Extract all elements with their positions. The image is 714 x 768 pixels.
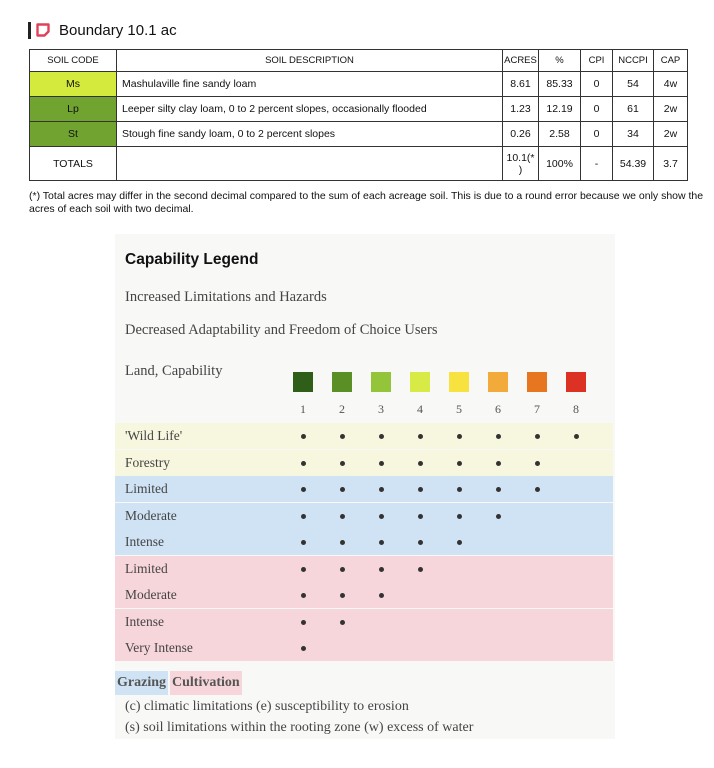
capability-dot — [301, 434, 306, 439]
capability-dot — [301, 514, 306, 519]
capability-dot — [301, 646, 306, 651]
capability-dot — [418, 514, 423, 519]
totals-nccpi: 54.39 — [613, 147, 654, 181]
header-soil-code: SOIL CODE — [30, 50, 117, 72]
capability-class-number: 8 — [573, 402, 579, 416]
capability-dot — [301, 567, 306, 572]
capability-class-number: 4 — [417, 402, 423, 416]
acres-cell: 0.26 — [503, 122, 539, 147]
land-use-label: Intense — [125, 613, 164, 629]
legend-line-land-capability: Land, Capability — [125, 363, 223, 379]
totals-row — [30, 147, 688, 181]
capability-dot — [379, 487, 384, 492]
land-use-label: Moderate — [125, 507, 177, 523]
land-use-row-wildlife — [115, 423, 613, 449]
capability-dot — [418, 487, 423, 492]
capability-dot — [457, 461, 462, 466]
header-acres: ACRES — [503, 50, 539, 72]
nccpi-cell: 61 — [613, 97, 654, 122]
table-header-row — [30, 50, 688, 72]
capability-swatch-5 — [449, 372, 469, 392]
cap-cell: 4w — [654, 72, 688, 97]
totals-acres-line2: ) — [518, 163, 523, 176]
capability-dot — [379, 514, 384, 519]
totals-acres — [503, 147, 539, 181]
land-use-row-forestry — [115, 450, 613, 476]
capability-swatch-7 — [527, 372, 547, 392]
capability-dot — [340, 487, 345, 492]
capability-dot — [496, 487, 501, 492]
totals-cap: 3.7 — [654, 147, 688, 181]
cpi-cell: 0 — [581, 122, 613, 147]
capability-swatch-2 — [332, 372, 352, 392]
table-row — [30, 72, 688, 97]
soil-table — [29, 49, 688, 181]
category-cultivation: Cultivation — [170, 671, 242, 695]
capability-dot — [379, 461, 384, 466]
capability-dot — [379, 567, 384, 572]
land-use-row-cultivation — [115, 582, 613, 608]
percent-cell: 2.58 — [539, 122, 581, 147]
capability-dot — [340, 620, 345, 625]
capability-class-number: 5 — [456, 402, 462, 416]
legend-line-adaptability: Decreased Adaptability and Freedom of Choice Users — [125, 322, 438, 338]
land-use-label: Moderate — [125, 587, 177, 602]
capability-dot — [457, 434, 462, 439]
totals-cpi: - — [581, 147, 613, 181]
capability-dot — [340, 434, 345, 439]
capability-dot — [418, 461, 423, 466]
footnote: (*) Total acres may differ in the second decimal compared to the sum of each acreage soil. This is due to a round error because we only show the acres of each soil with two decimal. — [29, 190, 704, 215]
totals-label: TOTALS — [30, 147, 117, 181]
capability-swatch-3 — [371, 372, 391, 392]
land-use-row-grazing — [115, 476, 613, 502]
category-grazing: Grazing — [115, 671, 168, 695]
capability-dot — [340, 593, 345, 598]
capability-dot — [301, 487, 306, 492]
cap-cell: 2w — [654, 97, 688, 122]
header-percent: % — [539, 50, 581, 72]
capability-dot — [535, 487, 540, 492]
percent-cell: 85.33 — [539, 72, 581, 97]
capability-dot — [418, 567, 423, 572]
soil-description-cell: Mashulaville fine sandy loam — [117, 72, 503, 97]
legend-note-climatic: (c) climatic limitations (e) susceptibility to erosion — [125, 699, 409, 714]
capability-swatch-1 — [293, 372, 313, 392]
land-use-label: 'Wild Life' — [125, 428, 183, 443]
capability-dot — [457, 540, 462, 545]
capability-dot — [535, 461, 540, 466]
capability-class-number: 6 — [495, 402, 501, 416]
totals-description — [117, 147, 503, 181]
capability-dot — [496, 434, 501, 439]
capability-swatch-8 — [566, 372, 586, 392]
capability-dot — [340, 540, 345, 545]
boundary-title: Boundary 10.1 ac — [59, 21, 177, 39]
table-row — [30, 122, 688, 147]
header-cap: CAP — [654, 50, 688, 72]
land-use-label: Very Intense — [125, 640, 193, 655]
capability-dot — [379, 540, 384, 545]
land-use-row-grazing — [115, 503, 613, 529]
acres-cell: 1.23 — [503, 97, 539, 122]
land-use-label: Intense — [125, 534, 164, 549]
cpi-cell: 0 — [581, 97, 613, 122]
capability-dot — [340, 461, 345, 466]
land-use-row-grazing — [115, 529, 613, 555]
totals-acres-line1: 10.1(* — [506, 151, 535, 164]
acres-cell: 8.61 — [503, 72, 539, 97]
capability-legend — [115, 234, 615, 739]
legend-title: Capability Legend — [125, 251, 259, 268]
capability-class-number: 2 — [339, 402, 345, 416]
capability-dot — [301, 540, 306, 545]
nccpi-cell: 54 — [613, 72, 654, 97]
capability-class-number: 1 — [300, 402, 306, 416]
soil-description-cell: Leeper silty clay loam, 0 to 2 percent slopes, occasionally flooded — [117, 97, 503, 122]
capability-dot — [418, 434, 423, 439]
nccpi-cell: 34 — [613, 122, 654, 147]
header-cpi: CPI — [581, 50, 613, 72]
capability-dot — [379, 434, 384, 439]
land-use-row-cultivation — [115, 556, 613, 582]
land-use-row-cultivation — [115, 635, 613, 661]
capability-dot — [340, 514, 345, 519]
capability-dot — [457, 514, 462, 519]
percent-cell: 12.19 — [539, 97, 581, 122]
capability-dot — [418, 540, 423, 545]
soil-code-cell: Ms — [30, 72, 117, 97]
soil-code-cell: Lp — [30, 97, 117, 122]
legend-note-soil: (s) soil limitations within the rooting zone (w) excess of water — [125, 720, 474, 735]
land-use-label: Limited — [125, 560, 168, 576]
capability-swatch-4 — [410, 372, 430, 392]
capability-dot — [301, 620, 306, 625]
capability-swatch-6 — [488, 372, 508, 392]
boundary-shape-icon — [36, 23, 50, 37]
cap-cell: 2w — [654, 122, 688, 147]
land-use-label: Limited — [125, 481, 168, 496]
report-header — [28, 18, 177, 42]
legend-line-limitations: Increased Limitations and Hazards — [125, 289, 327, 305]
soil-description-cell: Stough fine sandy loam, 0 to 2 percent slopes — [117, 122, 503, 147]
capability-dot — [457, 487, 462, 492]
capability-dot — [301, 593, 306, 598]
table-row — [30, 97, 688, 122]
capability-dot — [535, 434, 540, 439]
capability-dot — [574, 434, 579, 439]
soil-code-cell: St — [30, 122, 117, 147]
capability-dot — [496, 461, 501, 466]
cpi-cell: 0 — [581, 72, 613, 97]
header-bar — [28, 22, 31, 39]
capability-class-number: 7 — [534, 402, 540, 416]
land-use-label: Forestry — [125, 454, 170, 470]
totals-percent: 100% — [539, 147, 581, 181]
header-nccpi: NCCPI — [613, 50, 654, 72]
capability-dot — [379, 593, 384, 598]
capability-class-number: 3 — [378, 402, 384, 416]
capability-dot — [496, 514, 501, 519]
header-soil-description: SOIL DESCRIPTION — [117, 50, 503, 72]
land-use-row-cultivation — [115, 609, 613, 635]
capability-dot — [301, 461, 306, 466]
capability-dot — [340, 567, 345, 572]
